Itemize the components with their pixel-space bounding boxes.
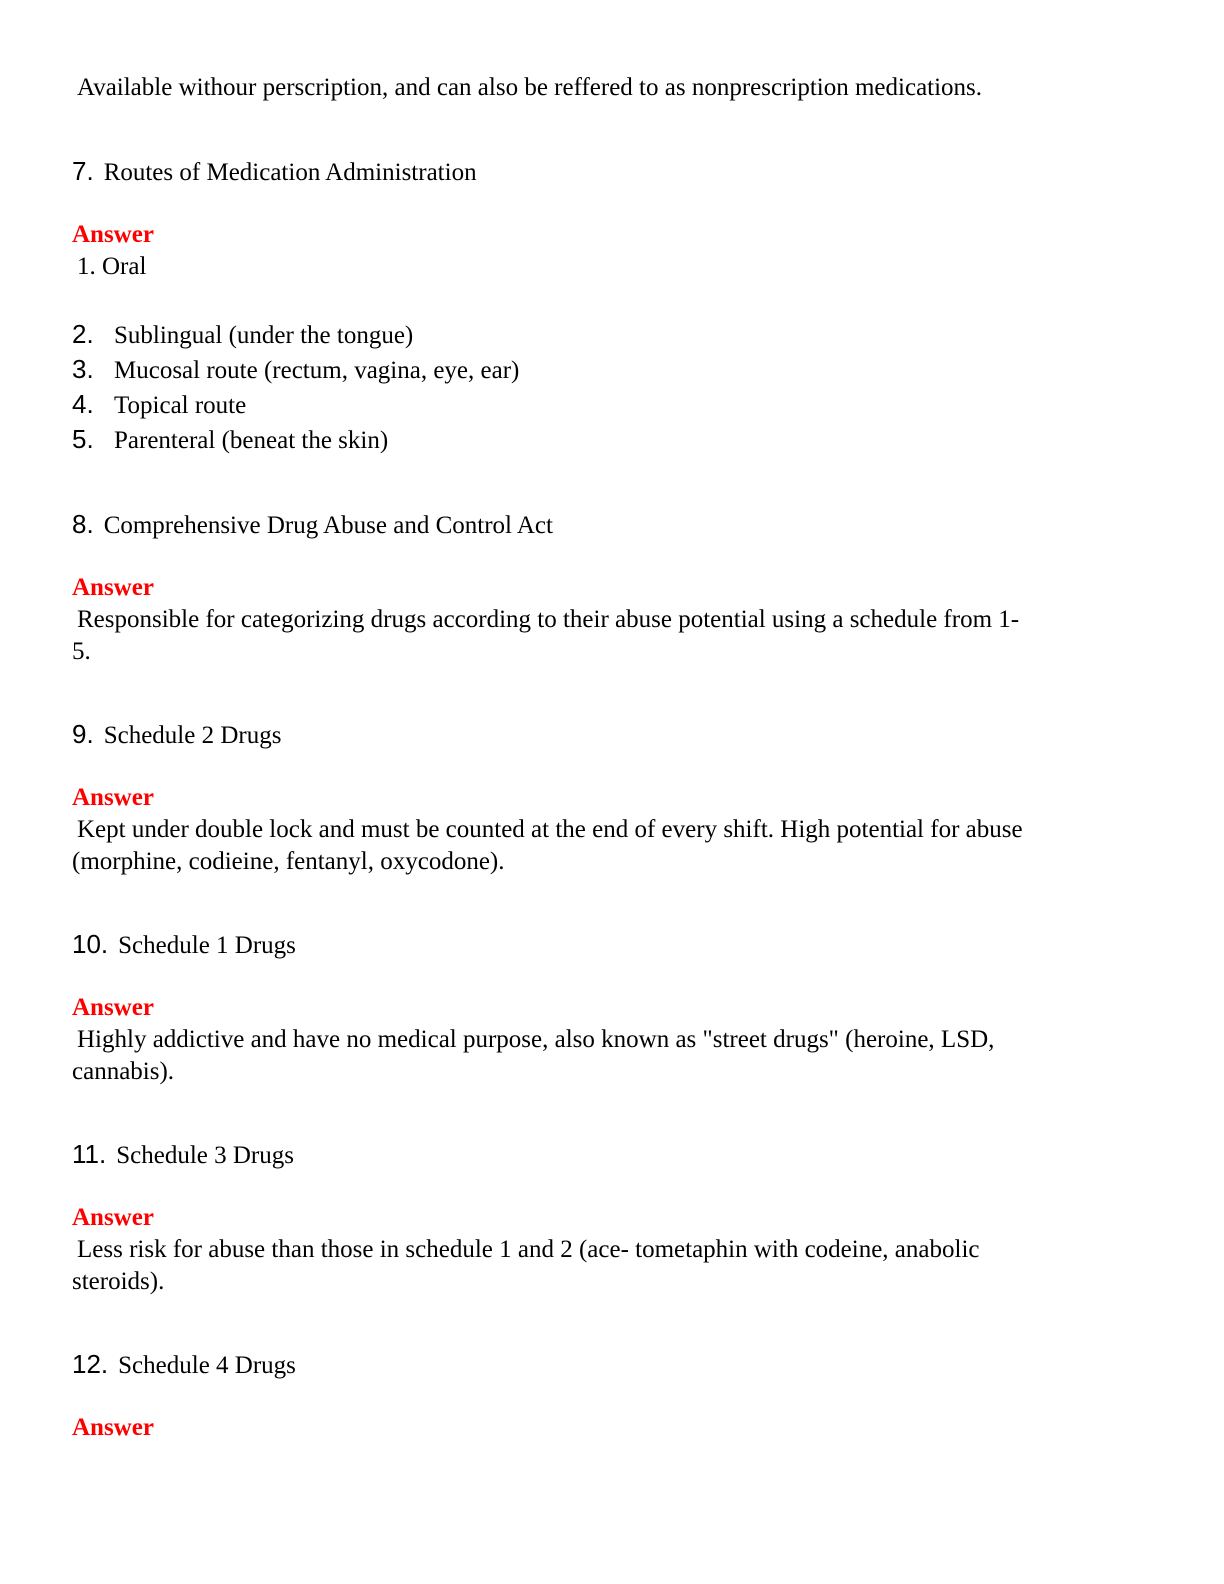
answer-text: 5. [72,638,91,665]
question-number: 9. [72,719,94,749]
answer-text: (morphine, codieine, fentanyl, oxycodone). [72,848,505,875]
question-9 [72,718,281,752]
answer-text: Highly addictive and have no medical purpose, also known as "street drugs" (heroine, LSD, [77,1026,995,1053]
question-text: Schedule 3 Drugs [116,1142,294,1169]
question-text: Routes of Medication Administration [103,159,477,186]
list-item-text: Sublingual (under the tongue) [114,322,414,349]
answer-label: Answer [72,574,154,601]
question-11 [72,1138,294,1172]
question-text: Schedule 1 Drugs [118,932,296,959]
question-text: Schedule 2 Drugs [103,722,282,749]
answer-label: Answer [72,221,154,248]
answer-text: 1. Oral [77,253,147,280]
list-item [72,388,246,422]
question-7 [72,155,477,189]
list-item-number: 5. [72,424,94,454]
answer-label: Answer [72,994,154,1021]
question-number: 10. [72,929,109,959]
answer-text: steroids). [72,1268,165,1295]
question-text: Comprehensive Drug Abuse and Control Act [103,512,553,539]
list-item-text: Topical route [114,392,247,419]
question-12 [72,1348,296,1382]
question-number: 12. [72,1349,109,1379]
list-item [72,318,413,352]
question-number: 8. [72,509,94,539]
question-text: Schedule 4 Drugs [118,1352,296,1379]
answer-text: Less risk for abuse than those in schedule 1 and 2 (ace- tometaphin with codeine, anabolic [77,1236,980,1263]
question-10 [72,928,296,962]
list-item-number: 2. [72,319,94,349]
answer-label: Answer [72,1414,154,1441]
answer-label: Answer [72,1204,154,1231]
intro-answer-text: Available withour perscription, and can also be reffered to as nonprescription medications. [77,74,983,101]
question-number: 11. [72,1139,107,1169]
question-8 [72,508,553,542]
list-item-text: Mucosal route (rectum, vagina, eye, ear) [114,357,520,384]
question-number: 7. [72,156,94,186]
list-item-number: 4. [72,389,94,419]
list-item [72,353,519,387]
list-item [72,423,388,457]
answer-text: cannabis). [72,1058,175,1085]
answer-text: Responsible for categorizing drugs according to their abuse potential using a schedule from 1- [77,606,1020,633]
answer-text: Kept under double lock and must be counted at the end of every shift. High potential for abuse [77,816,1023,843]
list-item-number: 3. [72,354,94,384]
list-item-text: Parenteral (beneat the skin) [114,427,389,454]
answer-label: Answer [72,784,154,811]
